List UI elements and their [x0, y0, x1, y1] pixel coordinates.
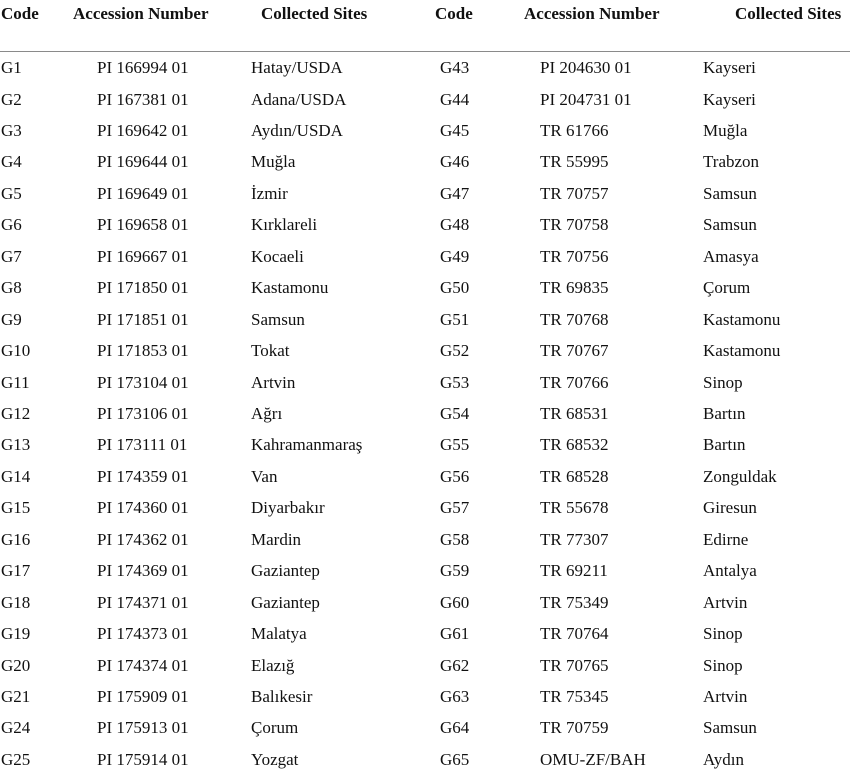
accession-cell: TR 68528 [540, 466, 609, 486]
code-cell: G46 [440, 152, 470, 172]
header-code-left: Code [1, 4, 39, 23]
code-cell: G4 [1, 152, 22, 172]
table-row [0, 687, 850, 718]
accession-cell: PI 169658 01 [97, 215, 189, 235]
accession-cell: PI 169644 01 [97, 152, 189, 172]
accession-cell: TR 70758 [540, 215, 609, 235]
accession-cell: TR 70766 [540, 372, 609, 392]
accession-cell: PI 174360 01 [97, 498, 189, 518]
site-cell: Kayseri [703, 58, 756, 77]
site-cell: Kastamonu [251, 278, 329, 298]
code-cell: G8 [1, 278, 22, 298]
code-cell: G55 [440, 435, 470, 455]
site-cell: Balıkesir [251, 687, 313, 706]
code-cell: G56 [440, 466, 470, 486]
table-row [0, 373, 850, 404]
code-cell: G65 [440, 749, 470, 769]
code-cell: G6 [1, 215, 22, 235]
site-cell: Malatya [251, 624, 307, 644]
header-code-right: Code [435, 4, 473, 23]
site-cell: Ağrı [251, 403, 283, 423]
site-cell: Kastamonu [703, 341, 781, 361]
header-divider [0, 51, 850, 52]
code-cell: G11 [1, 372, 30, 392]
site-cell: Çorum [703, 278, 751, 298]
code-cell: G60 [440, 592, 470, 612]
code-cell: G14 [1, 466, 31, 486]
table-row [0, 152, 850, 183]
site-cell: Bartın [703, 435, 746, 455]
code-cell: G19 [1, 624, 31, 644]
site-cell: Gaziantep [251, 592, 320, 612]
site-cell: Antalya [703, 561, 757, 581]
accession-cell: TR 70757 [540, 183, 609, 203]
accession-cell: PI 171853 01 [97, 341, 189, 361]
accession-cell: PI 171850 01 [97, 278, 189, 298]
site-cell: Sinop [703, 624, 743, 644]
code-cell: G3 [1, 120, 22, 140]
accession-cell: TR 69211 [540, 561, 608, 581]
accession-cell: PI 174362 01 [97, 529, 189, 549]
code-cell: G63 [440, 687, 470, 706]
table-row [0, 90, 850, 121]
site-cell: Çorum [251, 718, 299, 738]
code-cell: G50 [440, 278, 470, 298]
table-row [0, 750, 850, 781]
accession-cell: TR 68532 [540, 435, 609, 455]
code-cell: G18 [1, 592, 31, 612]
site-cell: Kahramanmaraş [251, 435, 363, 455]
accession-cell: TR 70768 [540, 309, 609, 329]
site-cell: Diyarbakır [251, 498, 325, 518]
site-cell: Tokat [251, 341, 290, 361]
accession-cell: PI 174359 01 [97, 466, 189, 486]
table-row [0, 184, 850, 215]
accession-cell: PI 173104 01 [97, 372, 189, 392]
accession-cell: TR 70756 [540, 246, 609, 266]
table-row [0, 215, 850, 246]
accession-cell: PI 173106 01 [97, 403, 189, 423]
site-cell: İzmir [251, 183, 288, 203]
accession-cell: PI 174369 01 [97, 561, 189, 581]
table-row [0, 310, 850, 341]
table-row [0, 656, 850, 687]
code-cell: G62 [440, 655, 470, 675]
site-cell: Muğla [251, 152, 296, 172]
site-cell: Yozgat [251, 749, 299, 769]
site-cell: Muğla [703, 120, 748, 140]
site-cell: Aydın/USDA [251, 120, 343, 140]
header-accession-left: Accession Number [73, 4, 209, 23]
table-row [0, 121, 850, 152]
accession-cell: TR 70765 [540, 655, 609, 675]
code-cell: G47 [440, 183, 470, 203]
accession-cell: TR 61766 [540, 120, 609, 140]
site-cell: Aydın [703, 749, 744, 769]
site-cell: Artvin [251, 372, 296, 392]
site-cell: Van [251, 466, 278, 486]
site-cell: Kırklareli [251, 215, 318, 235]
site-cell: Sinop [703, 372, 743, 392]
table-row [0, 530, 850, 561]
accession-cell: PI 173111 01 [97, 435, 188, 455]
code-cell: G1 [1, 58, 22, 77]
code-cell: G45 [440, 120, 470, 140]
accession-cell: TR 55995 [540, 152, 609, 172]
table-row [0, 435, 850, 466]
site-cell: Bartın [703, 403, 746, 423]
site-cell: Hatay/USDA [251, 58, 343, 77]
site-cell: Samsun [251, 309, 305, 329]
code-cell: G21 [1, 687, 31, 706]
accession-cell: PI 204731 01 [540, 89, 632, 109]
code-cell: G10 [1, 341, 31, 361]
accession-cell: PI 171851 01 [97, 309, 189, 329]
site-cell: Kayseri [703, 89, 756, 109]
site-cell: Samsun [703, 183, 757, 203]
accession-cell: PI 174373 01 [97, 624, 189, 644]
accession-cell: PI 169642 01 [97, 120, 189, 140]
accession-cell: TR 70767 [540, 341, 609, 361]
accession-cell: PI 174374 01 [97, 655, 189, 675]
site-cell: Mardin [251, 529, 302, 549]
table-row [0, 404, 850, 435]
code-cell: G57 [440, 498, 470, 518]
code-cell: G16 [1, 529, 31, 549]
header-accession-right: Accession Number [524, 4, 660, 23]
accession-cell: PI 175913 01 [97, 718, 189, 738]
table-row [0, 718, 850, 749]
code-cell: G25 [1, 749, 31, 769]
accession-cell: TR 75345 [540, 687, 609, 706]
accession-cell: PI 174371 01 [97, 592, 189, 612]
code-cell: G44 [440, 89, 470, 109]
code-cell: G17 [1, 561, 31, 581]
site-cell: Trabzon [703, 152, 760, 172]
code-cell: G49 [440, 246, 470, 266]
code-cell: G5 [1, 183, 22, 203]
code-cell: G53 [440, 372, 470, 392]
code-cell: G58 [440, 529, 470, 549]
code-cell: G43 [440, 58, 470, 77]
accession-cell: PI 175914 01 [97, 749, 189, 769]
accession-cell: TR 55678 [540, 498, 609, 518]
site-cell: Samsun [703, 718, 757, 738]
site-cell: Adana/USDA [251, 89, 347, 109]
site-cell: Amasya [703, 246, 759, 266]
accession-cell: TR 70764 [540, 624, 609, 644]
accession-cell: TR 75349 [540, 592, 609, 612]
accession-cell: PI 169667 01 [97, 246, 189, 266]
code-cell: G54 [440, 403, 470, 423]
site-cell: Elazığ [251, 655, 295, 675]
table-row [0, 624, 850, 655]
accession-cell: PI 175909 01 [97, 687, 189, 706]
table-row [0, 467, 850, 498]
site-cell: Kocaeli [251, 246, 304, 266]
accession-cell: TR 69835 [540, 278, 609, 298]
site-cell: Artvin [703, 592, 748, 612]
accession-cell: PI 169649 01 [97, 183, 189, 203]
code-cell: G24 [1, 718, 31, 738]
accession-cell: OMU-ZF/BAH [540, 749, 646, 769]
header-sites-right: Collected Sites [735, 4, 842, 23]
site-cell: Sinop [703, 655, 743, 675]
table-row [0, 561, 850, 592]
table-row [0, 341, 850, 372]
code-cell: G61 [440, 624, 470, 644]
code-cell: G51 [440, 309, 470, 329]
site-cell: Kastamonu [703, 309, 781, 329]
site-cell: Zonguldak [703, 466, 777, 486]
site-cell: Giresun [703, 498, 757, 518]
table-row [0, 278, 850, 309]
site-cell: Artvin [703, 687, 748, 706]
code-cell: G64 [440, 718, 470, 738]
site-cell: Gaziantep [251, 561, 320, 581]
header-sites-left: Collected Sites [261, 4, 368, 23]
code-cell: G52 [440, 341, 470, 361]
code-cell: G2 [1, 89, 22, 109]
table-row [0, 247, 850, 278]
accession-cell: PI 167381 01 [97, 89, 189, 109]
accession-cell: PI 166994 01 [97, 58, 189, 77]
code-cell: G15 [1, 498, 31, 518]
code-cell: G9 [1, 309, 22, 329]
accession-cell: TR 77307 [540, 529, 609, 549]
table-row [0, 58, 850, 89]
site-cell: Samsun [703, 215, 757, 235]
table-row [0, 593, 850, 624]
code-cell: G12 [1, 403, 31, 423]
code-cell: G20 [1, 655, 31, 675]
code-cell: G13 [1, 435, 31, 455]
accession-cell: TR 68531 [540, 403, 609, 423]
code-cell: G7 [1, 246, 22, 266]
code-cell: G48 [440, 215, 470, 235]
code-cell: G59 [440, 561, 470, 581]
accession-cell: TR 70759 [540, 718, 609, 738]
site-cell: Edirne [703, 529, 749, 549]
table-row [0, 498, 850, 529]
accession-cell: PI 204630 01 [540, 58, 632, 77]
